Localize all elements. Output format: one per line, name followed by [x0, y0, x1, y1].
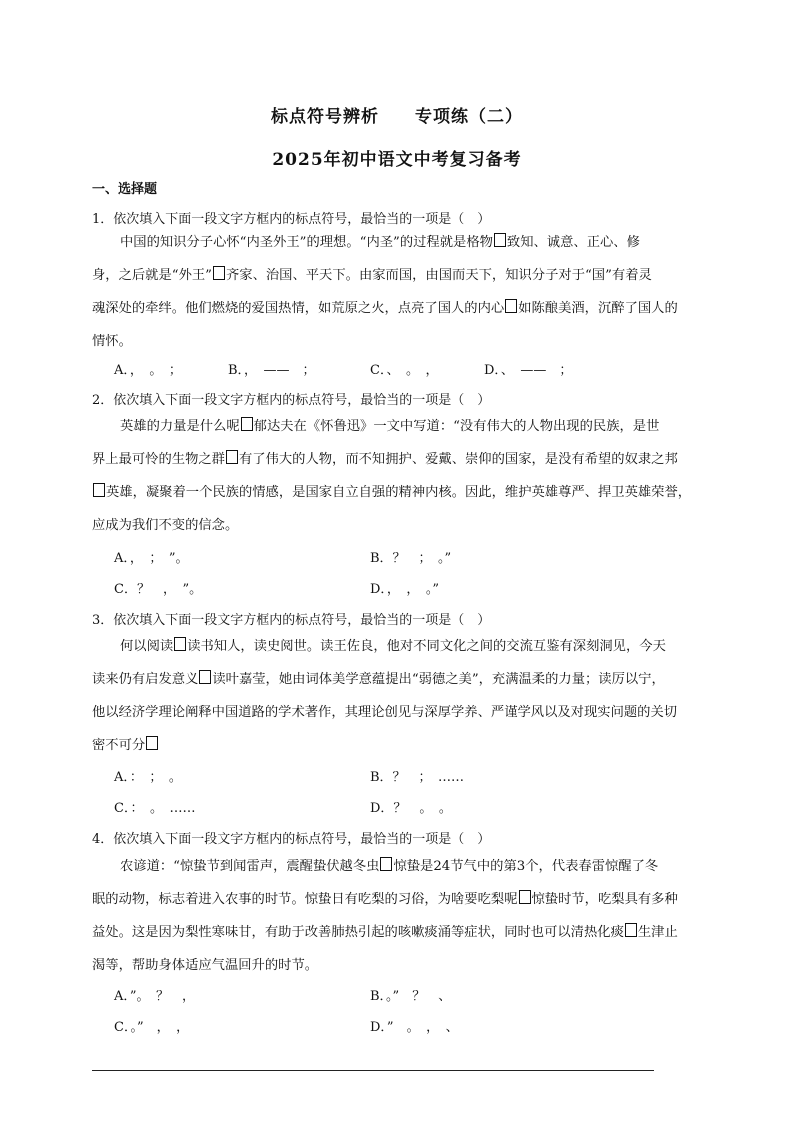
- footer-divider: [92, 1070, 654, 1071]
- question-2-stem: 2．依次填入下面一段文字方框内的标点符号，最恰当的一项是（ ）: [92, 393, 491, 408]
- question-4-option-a[interactable]: A．”。 ？ ，: [114, 989, 196, 1004]
- passage-line: 何以阅读 读书知人，读史阅世。读王佐良，他对不同文化之间的交流互鉴有深刻洞见，今天: [120, 639, 666, 654]
- question-4-option-b[interactable]: B．。” ？ 、: [370, 989, 452, 1004]
- question-1-option-b[interactable]: B．， —— ；: [228, 363, 316, 378]
- question-3-option-c[interactable]: C．： 。 ……: [114, 801, 196, 816]
- passage-line: 魂深处的牵绊。他们燃烧的爱国热情，如荒原之火，点亮了国人的内心 如陈酿美酒，沉醉了国人的: [92, 301, 678, 316]
- passage-line: 益处。这是因为梨性寒味甘，有助于改善肺热引起的咳嗽痰涌等症状，同时也可以清热化痰 生津止: [92, 925, 678, 940]
- document-subtitle: 2025年初中语文中考复习备考: [272, 150, 522, 170]
- passage-line: 英雄的力量是什么呢 郁达夫在《怀鲁迅》一文中写道：“没有伟大的人物出现的民族，是世: [120, 419, 660, 434]
- blank-box: [226, 450, 238, 464]
- blank-box: [241, 417, 253, 431]
- passage-line: 身，之后就是“外王” 齐家、治国、平天下。由家而国，由国而天下，知识分子对于“国”有着灵: [92, 268, 652, 283]
- question-3-passage: [92, 630, 704, 762]
- question-1-stem: 1．依次填入下面一段文字方框内的标点符号，最恰当的一项是（ ）: [92, 212, 491, 227]
- blank-box: [146, 736, 158, 750]
- question-2-passage: [92, 410, 704, 542]
- question-4-stem: 4．依次填入下面一段文字方框内的标点符号，最恰当的一项是（ ）: [92, 832, 491, 847]
- passage-line: 情怀。: [92, 334, 132, 349]
- question-1-option-c[interactable]: C．、 。 ，: [370, 363, 439, 378]
- blank-box: [505, 299, 517, 313]
- passage-line: 农谚道：“惊蛰节到闻雷声，震醒蛰伏越冬虫 惊蛰是24节气中的第3个，代表春雷惊醒了冬: [120, 859, 659, 874]
- question-1-option-a[interactable]: A．， 。 ；: [114, 363, 182, 378]
- blank-box: [519, 890, 531, 904]
- passage-line: 应成为我们不变的信念。: [92, 518, 239, 533]
- question-1-option-d[interactable]: D．、 —— ；: [484, 363, 573, 378]
- question-1-passage: [92, 226, 704, 358]
- passage-line: 渴等，帮助身体适应气温回升的时节。: [92, 958, 319, 973]
- passage-line: 密不可分: [92, 729, 704, 762]
- section-heading: 一、选择题: [92, 182, 158, 197]
- blank-box: [625, 923, 637, 937]
- question-4-option-c[interactable]: C．。” ， ，: [114, 1020, 190, 1035]
- passage-line: 读来仍有启发意义 读叶嘉莹，她由词体美学意蕴提出“弱德之美”，充满温柔的力量；读厉以宁，: [92, 672, 665, 687]
- blank-box: [380, 857, 392, 871]
- question-2-option-a[interactable]: A．， ； ”。: [114, 551, 189, 566]
- question-4-option-d[interactable]: D．” 。 ， 、: [370, 1020, 459, 1035]
- blank-box: [199, 670, 211, 684]
- question-3-option-d[interactable]: D．？ 。 。: [370, 801, 452, 816]
- passage-line: 他以经济学理论阐释中国道路的学术著作，其理论创见与深厚学养、严谨学风以及对现实问题的关切: [92, 705, 678, 720]
- question-3-option-b[interactable]: B．？ ； ……: [370, 770, 465, 785]
- question-2-option-c[interactable]: C．？ ， ”。: [114, 582, 203, 597]
- blank-box: [494, 233, 506, 247]
- passage-line: 界上最可怜的生物之群 有了伟大的人物，而不知拥护、爱戴、崇仰的国家，是没有希望的奴隶之邦: [92, 452, 678, 467]
- question-3-option-a[interactable]: A．： ； 。: [114, 770, 182, 785]
- question-4-passage: [92, 850, 704, 982]
- blank-box: [174, 637, 186, 651]
- document-title: 标点符号辨析 专项练（二）: [271, 107, 523, 127]
- passage-line: 眠的动物，标志着进入农事的时节。惊蛰日有吃梨的习俗，为啥要吃梨呢 惊蛰时节，吃梨具有多种: [92, 892, 678, 907]
- question-2-option-b[interactable]: B．？ ； 。”: [370, 551, 452, 566]
- passage-line: 英雄，凝聚着一个民族的情感，是国家自立自强的精神内核。因此，维护英雄尊严、捍卫英雄荣誉，: [92, 476, 704, 509]
- question-3-stem: 3．依次填入下面一段文字方框内的标点符号，最恰当的一项是（ ）: [92, 613, 491, 628]
- passage-line: 中国的知识分子心怀“内圣外王”的理想。“内圣”的过程就是格物 致知、诚意、正心、修: [120, 235, 640, 250]
- blank-box: [93, 483, 105, 497]
- question-2-option-d[interactable]: D．， ， 。”: [370, 582, 440, 597]
- blank-box: [213, 266, 225, 280]
